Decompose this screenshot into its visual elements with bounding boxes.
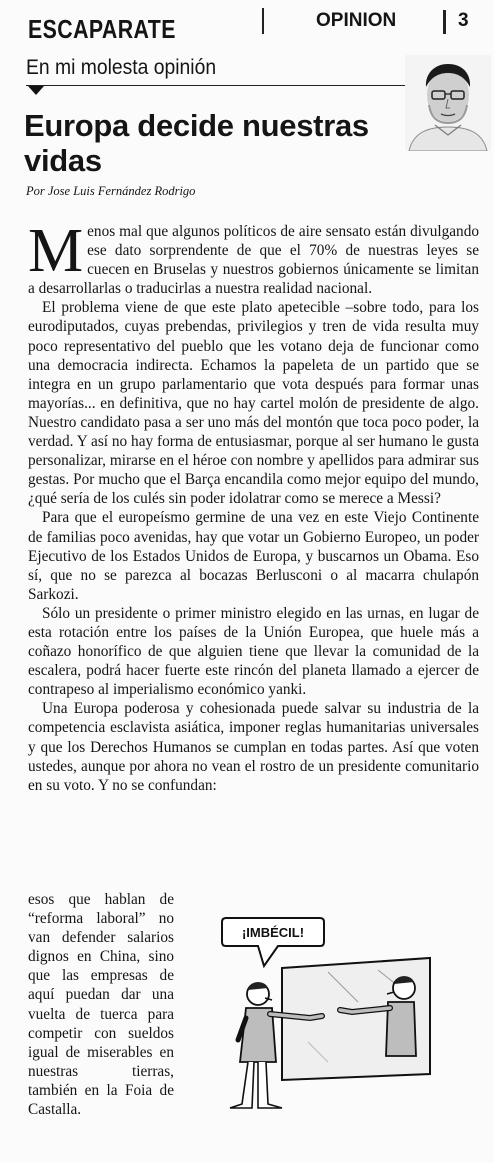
article-body [28,217,479,795]
paragraph-2: El problema viene de que este plato apetecible –sobre todo, para los eurodiputados, cuyas prebendas, privilegios y tren de vida resulta muy poco representativo del pueblo que les votano deja de funcionar como una democracia indirecta. Echamos la papeleta de un partido que se integra en un grupo parlamentario que vota después para formar unas mayorías... en definitiva, que no hay cartel molón de presidente de algo. Nuestro candidato pasa a ser uno más del montón que toca poco poder, la verdad. Y así no hay forma de entusiasmar, porque al ser humano le gusta personalizar, mirarse en el héroe con nombre y apellidos para admirar sus gestas. Por mucho que el Barça encandila como mejor equipo del mundo, ¿qué sería de los culés sin poder idolatrar como se merece a Messi? [28,299,479,508]
paragraph-4: Sólo un presidente o primer ministro elegido en las urnas, en lugar de esta rotación entre los países de la Unión Europea, que huele más a coñazo honorífico de que alguien tiene que llevar la comunidad de la escalera, podrá hacer fuerte este rincón del planeta llamado a ejercer de contrapeso al imperialismo económico yanki. [28,604,479,699]
category-label: OPINION [316,10,397,31]
cartoon-speech: ¡IMBÉCIL! [241,925,305,940]
column-rule [26,85,405,86]
paragraph-6: esos que hablan de “reforma laboral” no van defender salarios dignos en China, sino que las empresas de aquí puedan dar una vuelta de tuerca para competir con sueldos igual de miserables en nuestras tierras, también en la Foia de Castalla. [28,891,174,1119]
drop-cap: M [28,217,84,285]
author-photo [405,55,491,151]
byline: Por Jose Luis Fernández Rodrigo [26,184,196,198]
header-divider-left [262,8,264,34]
column-name: En mi molesta opinión [26,56,217,79]
section-title: ESCAPARATE [28,14,176,44]
cartoon-illustration [218,912,438,1117]
headline: Europa decide nuestras vidas [24,108,369,178]
paragraph-3: Para que el europeísmo germine de una vez en este Viejo Continente de familias poco avenidas, hay que votar un Gobierno Europeo, un poder Ejecutivo de los Estados Unidos de Europa, y buscarnos un Obama. Eso sí, que no se parezca al bocazas Berlusconi o al macarra chulapón Sarkozi. [28,509,479,603]
page-number: 3 [458,10,469,31]
pointer-triangle [28,86,44,95]
header-divider-right [443,10,446,34]
paragraph-5: Una Europa poderosa y cohesionada puede salvar su industria de la competencia esclavista asiática, imponer reglas humanitarias universales y que los Derechos Humanos se cumplan en todas partes. Así que voten ustedes, aunque por ahora no vean el rostro de un presidente comunitario en su voto. Y no se confundan: [28,700,479,794]
paragraph-1: Menos mal que algunos políticos de aire sensato están divulgando ese dato sorprendente de que el 70% de nuestras leyes se cuecen en Bruselas y nuestros gobiernos únicamente se limitan a desarrollarlas o traducirlas a nuestra realidad nacional. [28,217,479,298]
